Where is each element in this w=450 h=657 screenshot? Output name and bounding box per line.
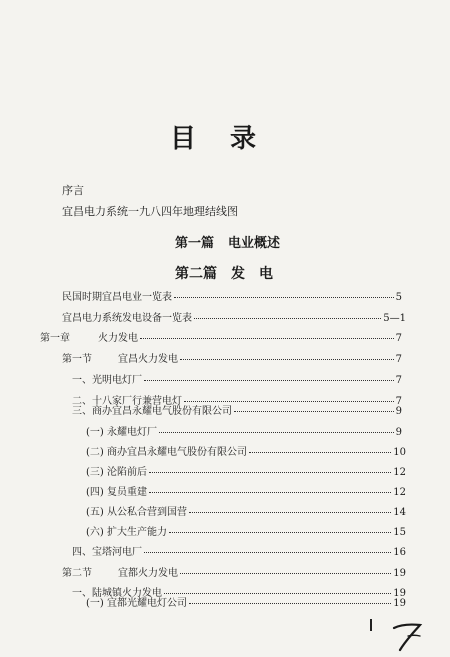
part-title: 电业概述 — [228, 236, 281, 251]
toc-leader — [180, 359, 394, 360]
toc-page: 9 — [395, 406, 402, 417]
toc-entry — [72, 406, 402, 418]
toc-entry — [86, 487, 406, 499]
toc-label: (二) 商办宜昌永耀电气股份有限公司 — [86, 447, 247, 458]
toc-entry — [86, 507, 406, 519]
toc-label: 第二节 — [62, 568, 92, 579]
toc-section — [62, 568, 406, 580]
toc-page: 19 — [393, 598, 406, 609]
toc-page: 12 — [393, 487, 406, 498]
handwritten-page-number — [390, 620, 424, 656]
part-heading-2 — [175, 263, 273, 283]
toc-label: 第一章 — [40, 333, 70, 344]
toc-page: 16 — [393, 547, 406, 558]
pen-tick-mark — [370, 619, 372, 631]
part-number: 第一篇 — [175, 236, 215, 251]
toc-page: 7 — [395, 333, 402, 344]
toc-label-title: 宜都火力发电 — [118, 568, 178, 579]
title-char-1: 目 — [170, 124, 197, 154]
toc-label: (一) 宜都光耀电灯公司 — [86, 598, 187, 609]
toc-label: 四、宝塔河电厂 — [72, 547, 142, 558]
handwritten-seven-icon — [390, 620, 424, 652]
toc-label: (一) 永耀电灯厂 — [86, 427, 157, 438]
toc-label: (四) 复员重建 — [86, 487, 147, 498]
toc-page: 7 — [395, 396, 402, 407]
toc-leader — [149, 492, 391, 493]
toc-page: 19 — [393, 568, 406, 579]
toc-leader — [140, 338, 394, 339]
page-title — [170, 118, 257, 155]
toc-label: 宜昌电力系统发电设备一览表 — [62, 313, 192, 324]
toc-page: 12 — [393, 467, 406, 478]
toc-leader — [189, 603, 391, 604]
toc-leader — [184, 401, 394, 402]
toc-label-title: 宜昌火力发电 — [118, 354, 178, 365]
toc-label: 二、十八家厂行兼营电灯 — [72, 396, 182, 407]
part-number: 第二篇 — [175, 266, 217, 282]
toc-label-title: 火力发电 — [98, 333, 138, 344]
part-heading-1 — [175, 232, 280, 251]
toc-entry — [62, 313, 406, 325]
toc-leader — [144, 380, 394, 381]
toc-leader — [144, 552, 391, 553]
toc-entry — [72, 547, 406, 559]
toc-page: 5—1 — [383, 313, 406, 324]
toc-label: 第一节 — [62, 354, 92, 365]
toc-chapter — [40, 333, 402, 345]
toc-entry — [86, 467, 406, 479]
toc-leader — [180, 573, 391, 574]
toc-leader — [164, 593, 391, 594]
toc-label: 一、光明电灯厂 — [72, 375, 142, 386]
toc-leader — [189, 512, 391, 513]
toc-page: 9 — [395, 427, 402, 438]
toc-label: 民国时期宜昌电业一览表 — [62, 292, 172, 303]
toc-label: (五) 从公私合营到国营 — [86, 507, 187, 518]
toc-leader — [149, 472, 391, 473]
toc-entry — [86, 427, 402, 439]
toc-leader — [159, 432, 394, 433]
toc-page: 14 — [393, 507, 406, 518]
toc-leader — [194, 318, 381, 319]
toc-section — [62, 354, 402, 366]
toc-label: (六) 扩大生产能力 — [86, 527, 167, 538]
toc-leader — [174, 297, 394, 298]
toc-entry — [86, 527, 406, 539]
intro-map: 宜昌电力系统一九八四年地理结线图 — [62, 205, 238, 218]
toc-label: 三、商办宜昌永耀电气股份有限公司 — [72, 406, 232, 417]
toc-entry — [72, 375, 402, 387]
toc-leader — [249, 452, 391, 453]
toc-label: (三) 沦陷前后 — [86, 467, 147, 478]
toc-leader — [234, 411, 394, 412]
intro-preface: 序言 — [62, 184, 84, 197]
toc-page: 7 — [395, 375, 402, 386]
toc-entry — [62, 292, 402, 304]
toc-page: 10 — [393, 447, 406, 458]
toc-label: 一、陆城镇火力发电 — [72, 588, 162, 599]
toc-page: 19 — [393, 588, 406, 599]
part-title: 发 电 — [231, 266, 273, 282]
toc-page: 7 — [395, 354, 402, 365]
toc-entry — [86, 598, 406, 610]
toc-page: 15 — [393, 527, 406, 538]
title-char-2: 录 — [230, 124, 257, 154]
toc-entry — [86, 447, 406, 459]
toc-leader — [169, 532, 391, 533]
toc-page: 5 — [395, 292, 402, 303]
